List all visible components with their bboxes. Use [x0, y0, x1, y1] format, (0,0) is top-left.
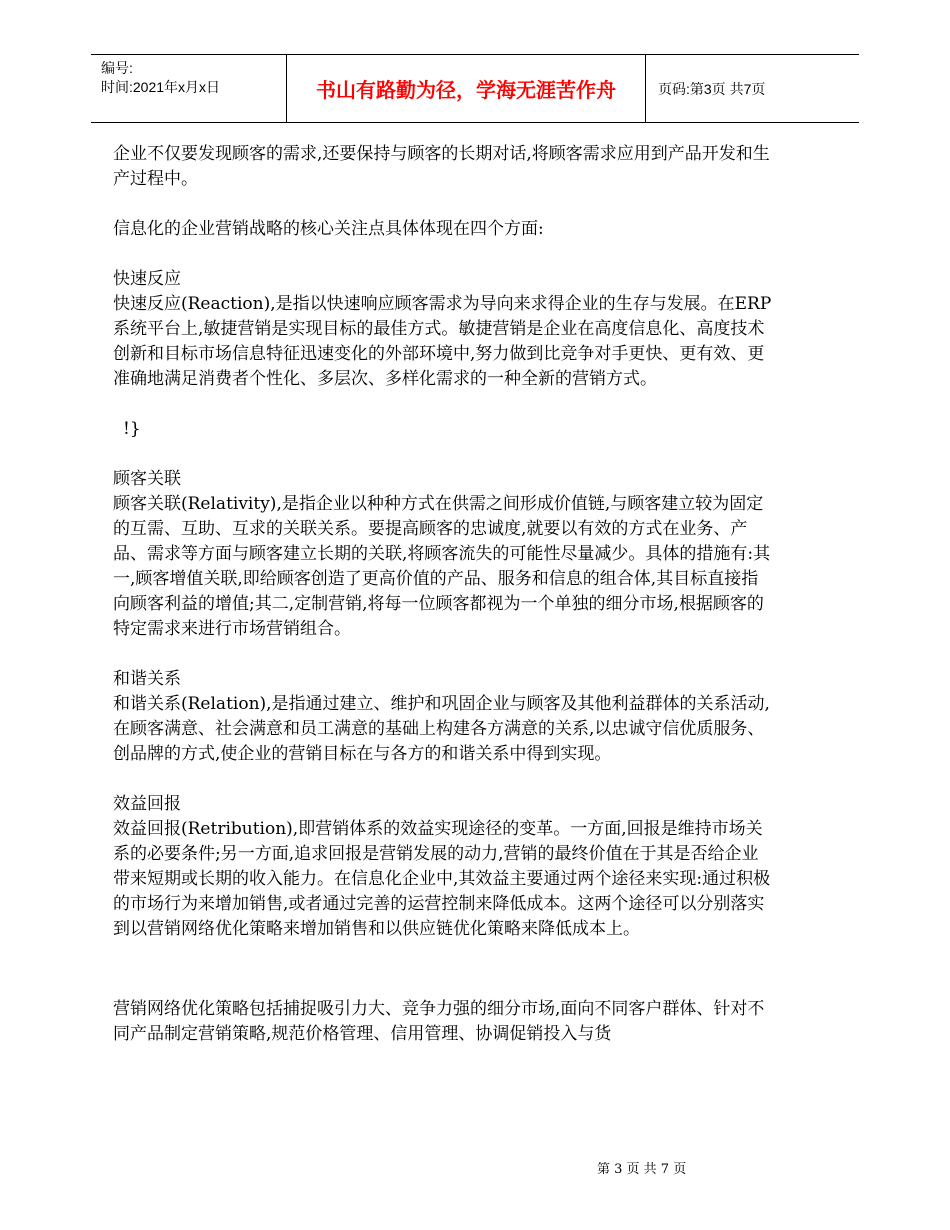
section-title-retribution: 效益回报 — [113, 794, 181, 814]
doc-number-label: 编号: — [101, 60, 133, 76]
doc-date-label: 时间:2021年x月x日 — [101, 79, 221, 95]
section-title-relativity: 顾客关联 — [113, 469, 181, 489]
header-motto: 书山有路勤为径，学海无涯苦作舟 — [316, 78, 616, 102]
paragraph-intro: 企业不仅要发现顾客的需求,还要保持与顾客的长期对话,将顾客需求应用到产品开发和生产过程中。 — [113, 144, 770, 189]
header-page-cell — [646, 55, 859, 122]
section-text-retribution: 效益回报(Retribution),即营销体系的效益实现途径的变革。一方面,回报是维持市场关系的必要条件;另一方面,追求回报是营销发展的动力,营销的最终价值在于其是否给企业带来短期或长期的收入能力。在信息化企业中,其效益主要通过两个途径来实现:通过积极的市场行为来增加销售,或者通过完善的运营控制来降低成本。这两个途径可以分别落实到以营销网络优化策略来增加销售和以供应链优化策略来降低成本上。 — [113, 819, 771, 939]
footer-page-number: 第 3 页 共 7 页 — [597, 1162, 687, 1177]
header-meta — [91, 55, 286, 122]
section-text-reaction: 快速反应(Reaction),是指以快速响应顾客需求为导向来求得企业的生存与发展。在ERP系统平台上,敏捷营销是实现目标的最佳方式。敏捷营销是企业在高度信息化、高度技术创新和目标市场信息特征迅速变化的外部环境中,努力做到比竞争对手更快、更有效、更准确地满足消费者个性化、多层次、多样化需求的一种全新的营销方式。 — [113, 294, 772, 389]
document-body — [113, 142, 773, 1047]
section-text-relation: 和谐关系(Relation),是指通过建立、维护和巩固企业与顾客及其他利益群体的关系活动,在顾客满意、社会满意和员工满意的基础上构建各方满意的关系,以忠诚守信优质服务、创品牌的方式,使企业的营销目标在与各方的和谐关系中得到实现。 — [113, 694, 770, 764]
header-page-label: 页码:第3页 共7页 — [658, 80, 766, 97]
page-header — [91, 54, 859, 123]
header-motto-cell — [286, 55, 646, 122]
section-title-relation: 和谐关系 — [113, 669, 181, 689]
page-footer — [597, 1158, 686, 1177]
stray-mark: !} — [123, 419, 141, 439]
section-title-reaction: 快速反应 — [113, 269, 181, 289]
section-text-relativity: 顾客关联(Relativity),是指企业以种种方式在供需之间形成价值链,与顾客建立较为固定的互需、互助、互求的关联关系。要提高顾客的忠诚度,就要以有效的方式在业务、产品、需求等方面与顾客建立长期的关联,将顾客流失的可能性尽量减少。具体的措施有:其一,顾客增值关联,即给顾客创造了更高价值的产品、服务和信息的组合体,其目标直接指向顾客利益的增值;其二,定制营销,将每一位顾客都视为一个单独的细分市场,根据顾客的特定需求来进行市场营销组合。 — [113, 494, 771, 639]
paragraph-network-optimization: 营销网络优化策略包括捕捉吸引力大、竞争力强的细分市场,面向不同客户群体、针对不同产品制定营销策略,规范价格管理、信用管理、协调促销投入与货 — [113, 999, 765, 1044]
paragraph-four-aspects: 信息化的企业营销战略的核心关注点具体体现在四个方面: — [113, 219, 544, 239]
